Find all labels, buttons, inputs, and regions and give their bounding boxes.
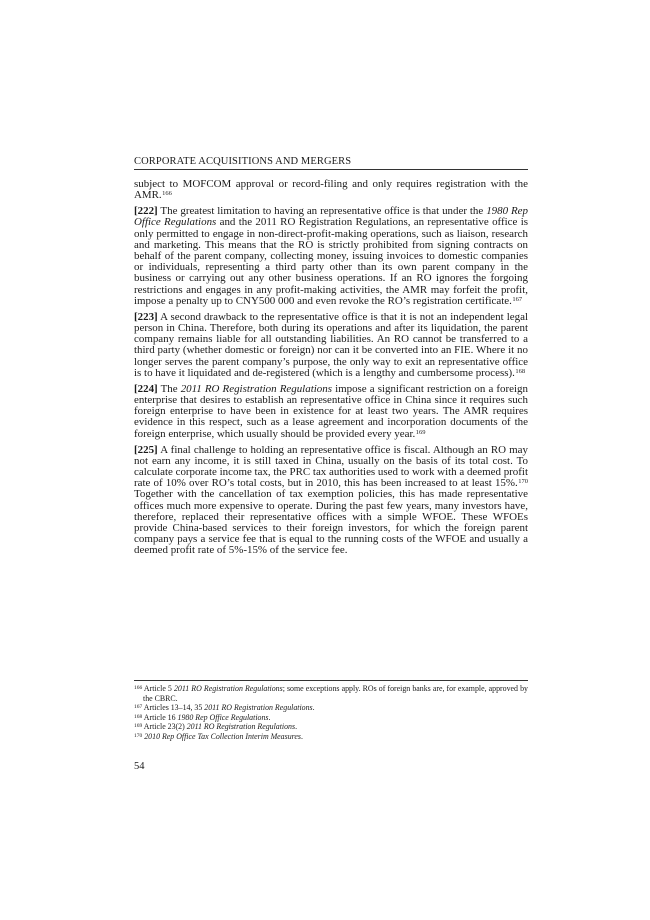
paragraph-number: [223]	[134, 310, 158, 323]
paragraph-number: [225]	[134, 443, 158, 456]
footnote-ref[interactable]: 167	[512, 295, 523, 303]
running-header: CORPORATE ACQUISITIONS AND MERGERS	[134, 156, 528, 170]
footnote-ref[interactable]: 166	[162, 190, 172, 198]
paragraph-223: [223] A second drawback to the representative office is that it is not an independent legal person in China. Therefore, both during its operations and after its liquidation, the parent company remains liable for all outstanding liabilities. An RO cannot be transferred to a third party (whether domestic or foreign) nor can it be converted into an FIE. Where it no longer serves the parent company’s purpose, the only way to exit an representative office is to have it liquidated and de-registered (which is a lengthy and cumbersome process).$^{168}$	[134, 310, 528, 379]
paragraph-number: [224]	[134, 382, 158, 395]
paragraph-continuation: subject to MOFCOM approval or record-filing and only requires registration with the AMR.$^{166}$	[134, 178, 528, 202]
page-number: 54	[134, 761, 145, 772]
footnote-167: $^{167}$ Articles 13–14, 35 2011 RO Registration Regulations.	[134, 703, 315, 713]
footnote-ref[interactable]: 168	[515, 367, 526, 375]
footnote-168: $^{168}$ Article 16 1980 Rep Office Regulations.	[134, 712, 271, 722]
paragraph-222: [222] The greatest limitation to having an representative office is that under the 1980 Rep Office Regulations and the 2011 RO Registration Regulations, an representative office is only permitted to engage in non-direct-profit-making operations, such as liaison, research and marketing. This means that the RO is strictly prohibited from signing contracts on behalf of the parent company, collecting money, issuing invoices to domestic companies or individuals, representing a third party other than its own parent company in the business or carrying out any other business operations. If an RO ignores the forgoing restrictions and engages in any profit-making activities, the AMR may forfeit the profit, impose a penalty up to CNY500 000 and even revoke the RO’s registration certificate.$^{167}$	[134, 205, 528, 307]
footnote-166: $^{166}$ Article 5 2011 RO Registration Regulations; some exceptions apply. ROs of foreign banks are, for example, approved by the CBRC.	[134, 684, 528, 703]
paragraph-224: [224] The 2011 RO Registration Regulations impose a significant restriction on a foreign enterprise that desires to establish an representative office in China since it requires such foreign enterprise to have been in existence for at least two years. The AMR requires evidence in this respect, such as a lease agreement and incorporation documents of the foreign enterprise, which usually should be provided every year.$^{169}$	[134, 382, 528, 440]
footnote-169: $^{169}$ Article 23(2) 2011 RO Registration Regulations.	[134, 722, 298, 732]
paragraph-number: [222]	[134, 205, 158, 218]
footnotes	[134, 680, 528, 742]
main-text	[134, 179, 528, 561]
footnote-ref[interactable]: 169	[415, 428, 426, 436]
footnote-170: $^{170}$ 2010 Rep Office Tax Collection Interim Measures.	[134, 731, 303, 741]
paragraph-225: [225] A final challenge to holding an representative office is fiscal. Although an RO may not earn any income, it is still taxed in China, usually on the basis of its total cost. To calculate corporate income tax, the PRC tax authorities used to work with a deemed profit rate of 10% over RO’s total costs, but in 2010, this has been increased to at least 15%.$^{170}$ Together with the cancellation of tax exemption policies, this has made representative offices much more expensive to operate. During the past few years, many investors have, therefore, replaced their representative offices with a simple WFOE. These WFOEs provide China-based services to their foreign investors, for which the foreign parent company pays a service fee that is equal to the running costs of the WFOE and usually a deemed profit rate of 5%-15% of the service fee.	[134, 443, 528, 557]
footnote-ref[interactable]: 170	[518, 478, 528, 486]
